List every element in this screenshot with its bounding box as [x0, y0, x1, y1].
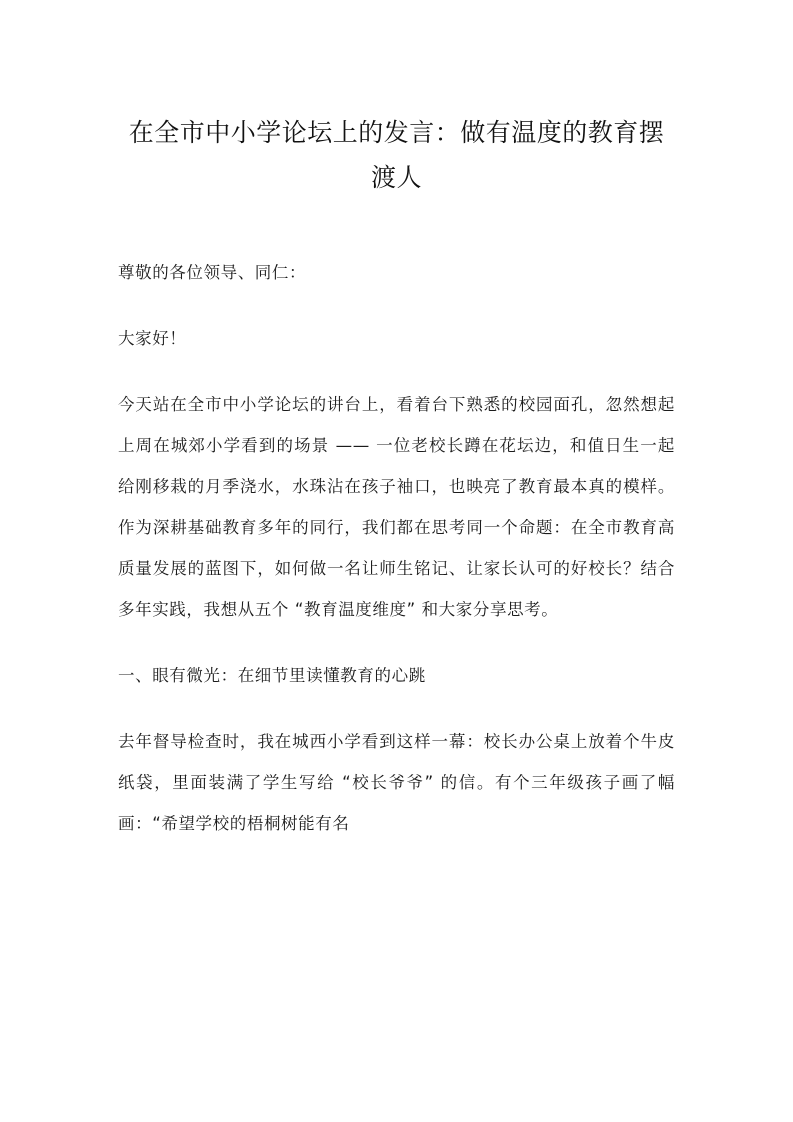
- section-one-paragraph: 去年督导检查时，我在城西小学看到这样一幕：校长办公桌上放着个牛皮纸袋，里面装满了学生写给 “校长爷爷” 的信。有个三年级孩子画了幅画：“希望学校的梧桐树能有名: [118, 732, 675, 833]
- section-one-heading: 一、眼有微光：在细节里读懂教育的心跳: [118, 666, 426, 685]
- salutation-paragraph: 尊敬的各位领导、同仁：: [118, 263, 307, 282]
- intro-paragraph: 今天站在全市中小学论坛的讲台上，看着台下熟悉的校园面孔，忽然想起上周在城郊小学看到的场景 —— 一位老校长蹲在花坛边，和值日生一起给刚移栽的月季浇水，水珠沾在孩子袖口，也映亮了教育最本真的模样。作为深耕基础教育多年的同行，我们都在思考同一个命题：在全市教育高质量发展的蓝图下，如何做一名让师生铭记、让家长认可的好校长？结合多年实践，我想从五个 “教育温度维度” 和大家分享思考。: [118, 395, 675, 619]
- page-title: 在全市中小学论坛上的发言：做有温度的教育摆渡人: [128, 118, 665, 192]
- greeting-paragraph: 大家好！: [118, 329, 187, 348]
